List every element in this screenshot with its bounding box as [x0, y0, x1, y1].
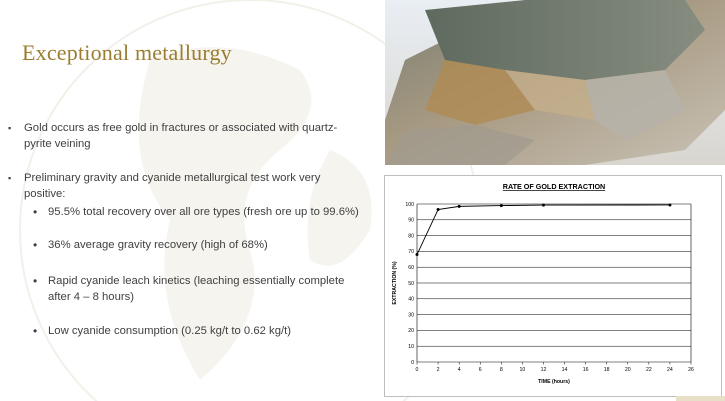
x-axis-label: TIME (hours): [538, 379, 570, 385]
square-bullet-icon: ▪: [8, 173, 12, 183]
bullet-text: Gold occurs as free gold in fractures or associated with quartz-pyrite veining: [24, 122, 338, 150]
ore-sample-photo: [385, 0, 725, 165]
corner-accent: [676, 396, 725, 401]
x-tick-label: 0: [415, 367, 419, 373]
x-tick-label: 22: [645, 367, 652, 373]
x-tick-label: 16: [582, 367, 589, 373]
extraction-chart: [385, 176, 721, 396]
dot-bullet-icon: •: [33, 324, 38, 338]
square-bullet-icon: ▪: [8, 123, 12, 133]
sub-bullet-text: 95.5% total recovery over all ore types (fresh ore up to 99.6%): [48, 206, 359, 218]
bullet-text: Preliminary gravity and cyanide metallurgical test work very positive:: [24, 172, 321, 200]
x-tick-label: 2: [436, 367, 440, 373]
y-tick-label: 30: [408, 312, 414, 319]
x-tick-labels: [416, 367, 694, 373]
data-point: [458, 205, 461, 208]
page-title: Exceptional metallurgy: [22, 40, 232, 65]
x-tick-label: 14: [561, 367, 568, 373]
sub-bullet-text: 36% average gravity recovery (high of 68%): [48, 239, 268, 251]
y-tick-label: 10: [408, 344, 414, 350]
y-tick-label: 20: [408, 328, 414, 335]
y-tick-label: 60: [408, 265, 414, 271]
x-tick-label: 12: [540, 367, 547, 373]
sub-bullet-text: Rapid cyanide leach kinetics (leaching essentially complete after 4 – 8 hours): [48, 275, 345, 303]
y-tick-label: 40: [408, 296, 414, 303]
x-tick-label: 8: [499, 367, 503, 373]
y-tick-label: 50: [408, 280, 414, 287]
x-tick-label: 18: [603, 367, 610, 373]
y-tick-labels: [405, 202, 414, 366]
x-tick-label: 20: [624, 367, 631, 373]
data-point: [668, 203, 671, 206]
series-line: [417, 205, 670, 255]
y-tick-label: 70: [408, 249, 414, 256]
chart-container: [384, 175, 722, 397]
x-tick-label: 10: [519, 367, 526, 373]
x-tick-label: 24: [667, 367, 673, 373]
data-point: [416, 253, 419, 256]
y-tick-label: 90: [408, 217, 414, 224]
chart-gridlines: [417, 204, 691, 365]
data-point: [542, 204, 545, 207]
x-tick-label: 4: [457, 367, 461, 373]
y-tick-label: 0: [411, 359, 414, 366]
data-point: [437, 208, 440, 211]
dot-bullet-icon: •: [33, 205, 38, 219]
dot-bullet-icon: •: [33, 238, 38, 252]
sub-bullet-text: Low cyanide consumption (0.25 kg/t to 0.62 kg/t): [48, 325, 292, 337]
y-tick-label: 80: [408, 233, 414, 240]
y-tick-label: 100: [405, 201, 414, 208]
x-tick-label: 6: [478, 367, 482, 373]
data-points: [416, 203, 672, 256]
dot-bullet-icon: •: [33, 274, 38, 288]
data-point: [500, 204, 503, 207]
chart-title: RATE OF GOLD EXTRACTION: [502, 182, 606, 191]
x-tick-label: 26: [688, 367, 694, 373]
y-axis-label: EXTRACTION (%): [392, 261, 398, 305]
